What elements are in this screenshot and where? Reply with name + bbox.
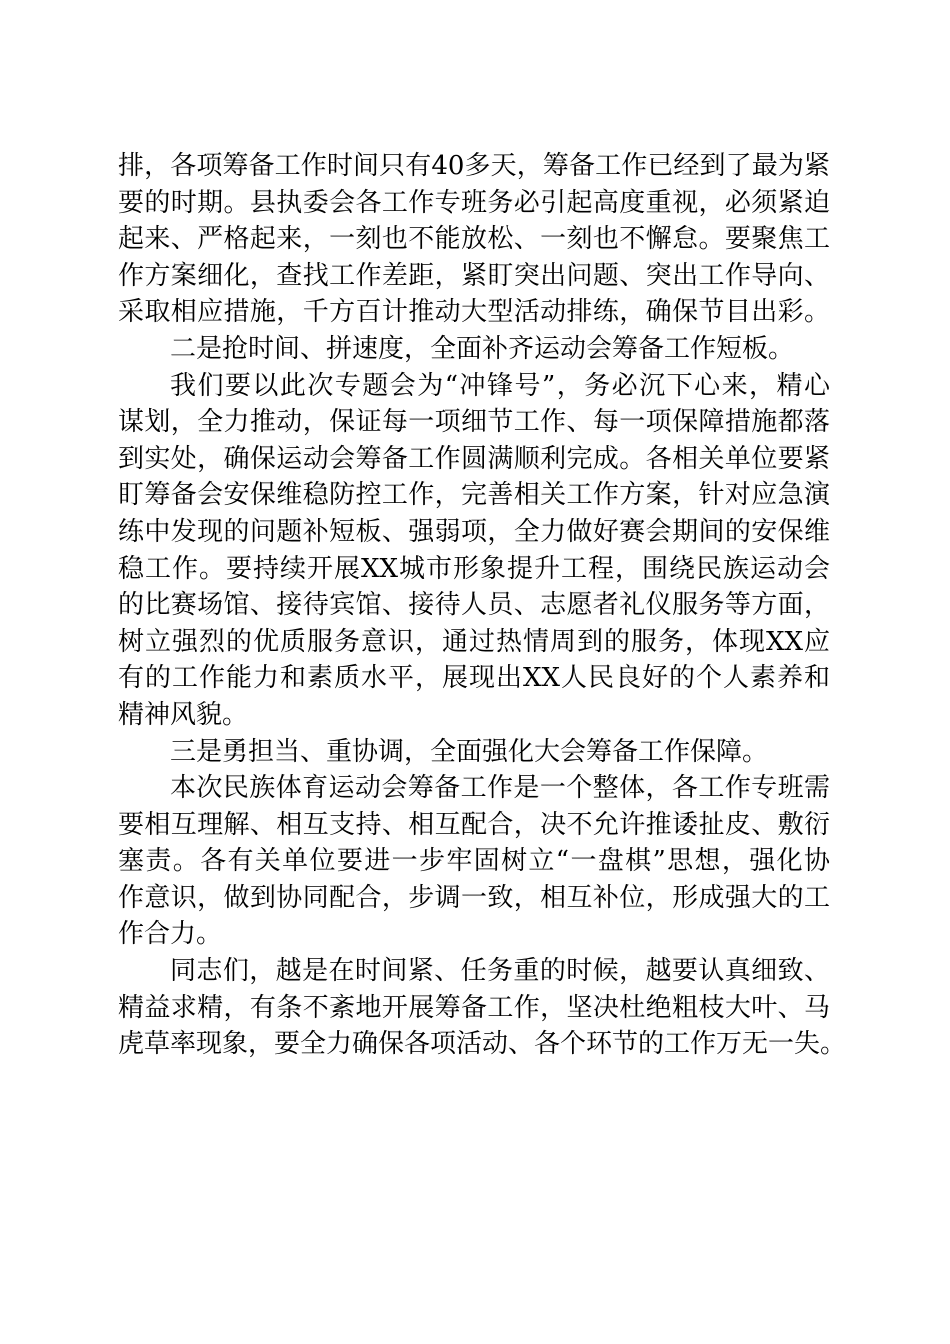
- text-line: 盯筹备会安保维稳防控工作，完善相关工作方案，针对应急演: [118, 480, 830, 511]
- text-line: 树立强烈的优质服务意识，通过热情周到的服务，体现XX应: [118, 626, 830, 657]
- text-line: 我们要以此次专题会为“冲锋号”，务必沉下心来，精心: [170, 370, 830, 401]
- text-line: 精神风貌。: [118, 699, 249, 730]
- text-line: 虎草率现象，要全力确保各项活动、各个环节的工作万无一失。: [118, 1029, 847, 1060]
- text-line: 有的工作能力和素质水平，展现出XX人民良好的个人素养和: [118, 663, 830, 694]
- text-line: 作方案细化，查找工作差距，紧盯突出问题、突出工作导向、: [118, 260, 830, 291]
- text-line: 起来、严格起来，一刻也不能放松、一刻也不懈怠。要聚焦工: [118, 224, 830, 255]
- text-line: 排，各项筹备工作时间只有40多天，筹备工作已经到了最为紧: [118, 151, 830, 181]
- document-body: [118, 148, 847, 1063]
- text-line: 作意识，做到协同配合，步调一致，相互补位，形成强大的工: [118, 882, 830, 913]
- text-line: 作合力。: [118, 919, 223, 950]
- text-line: 要相互理解、相互支持、相互配合，决不允许推诿扯皮、敷衍: [118, 809, 830, 840]
- text-line: 到实处，确保运动会筹备工作圆满顺利完成。各相关单位要紧: [118, 443, 830, 474]
- text-line: 的比赛场馆、接待宾馆、接待人员、志愿者礼仪服务等方面，: [118, 590, 830, 621]
- text-line: 塞责。各有关单位要进一步牢固树立“一盘棋”思想，强化协: [118, 846, 830, 877]
- text-line: 精益求精，有条不紊地开展筹备工作，坚决杜绝粗枝大叶、马: [118, 992, 830, 1023]
- text-line: 本次民族体育运动会筹备工作是一个整体，各工作专班需: [170, 773, 830, 804]
- section-heading: 三是勇担当、重协调，全面强化大会筹备工作保障。: [170, 736, 769, 767]
- section-heading: 二是抢时间、拼速度，全面补齐运动会筹备工作短板。: [170, 333, 795, 364]
- text-line: 稳工作。要持续开展XX城市形象提升工程，围绕民族运动会: [118, 553, 830, 584]
- text-line: 采取相应措施，千方百计推动大型活动排练，确保节目出彩。: [118, 297, 830, 328]
- text-line: 谋划，全力推动，保证每一项细节工作、每一项保障措施都落: [118, 407, 830, 438]
- text-line: 要的时期。县执委会各工作专班务必引起高度重视，必须紧迫: [118, 187, 830, 218]
- text-line: 同志们，越是在时间紧、任务重的时候，越要认真细致、: [170, 956, 830, 987]
- text-line: 练中发现的问题补短板、强弱项，全力做好赛会期间的安保维: [118, 516, 830, 547]
